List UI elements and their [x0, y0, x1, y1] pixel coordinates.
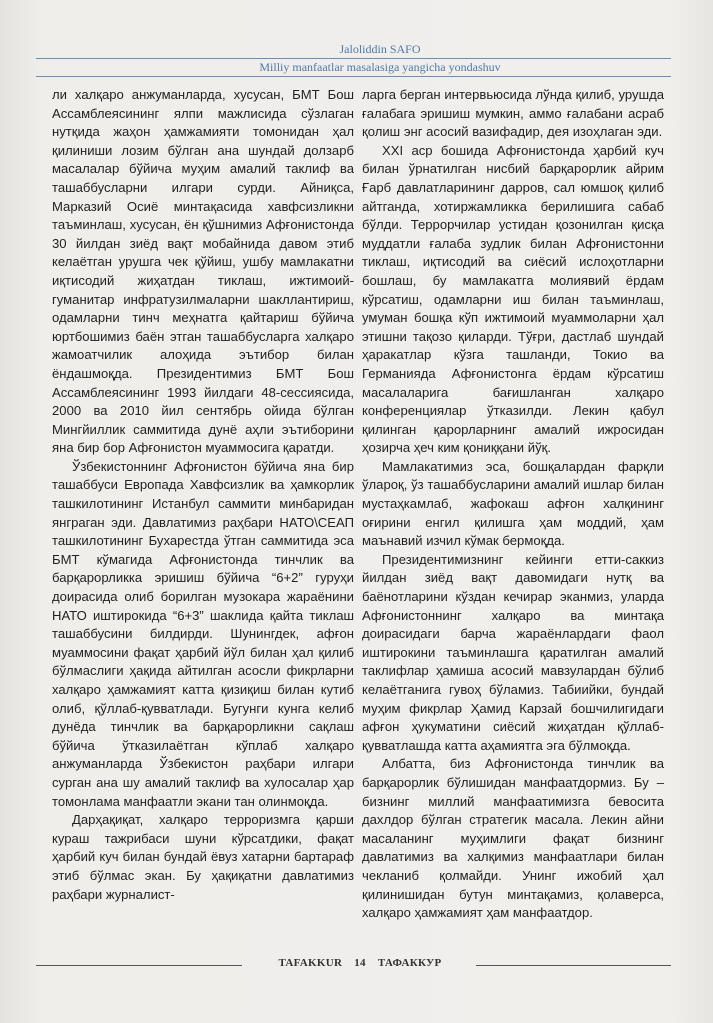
paragraph: Дарҳақиқат, халқаро терроризмга қарши кураш тажрибаси шуни кўрсатдики, фақат ҳарбий куч билан бундай ёвуз хатарни бартараф этиб бўлмас экан. Бу ҳақиқатни давлатимиз раҳбари журналист- [52, 812, 354, 902]
journal-name-latin: TAFAKKUR [278, 957, 343, 969]
paragraph: Ўзбекистоннинг Афғонистон бўйича яна бир ташаббуси Европада Хавфсизлик ва ҳамкорлик ташкилотининг Истанбул саммити минбаридан янграган эди. Давлатимиз раҳбари НАТО\СЕАП ташкилотининг Бухарестда ўтган саммитида эса БМТ кўмагида Афғонистонда тинчлик ва барқарорликка эришиш бўйича “6+2” гуруҳи доирасида олиб борилган музокара жараёнини НАТО иштирокида “6+3” шаклида қайта тиклаш ташаббусини билдирди. Шунингдек, афғон муаммосини фақат ҳарбий йўл билан ҳал қилиб бўлмаслиги ҳақида айтилган асосли фикрларни халқаро ҳамжамият катта қизиқиш билан кутиб олиб, қўллаб-қувватлади. Бугунги кунга келиб дунёда тинчлик ва барқарорликни сақлаш бўйича ўтказилаётган кўплаб халқаро анжуманларда Ўзбекистон раҳбари илгари сурган ана шу амалий таклиф ва хулосалар ҳар томонлама манфаатли экани тан олинмоқда. [52, 458, 354, 809]
left-text-column [52, 86, 354, 904]
header-rule-top [36, 58, 671, 59]
paragraph: Мамлакатимиз эса, бошқалардан фарқли ўлароқ, ўз ташаббусларини амалий ишлар билан мустаҳкамлаб, жафокаш афғон халқининг оғирини енгил қилишга ҳам моддий, ҳам маънавий изчил кўмак бермоқда. [362, 458, 664, 549]
header-rule-bottom [36, 76, 671, 77]
running-header-author: Jaloliddin SAFO [339, 42, 421, 56]
paragraph: XXI аср бошида Афғонистонда ҳарбий куч билан ўрнатилган нисбий барқарорлик айрим Ғарб давлатларининг дарров, сал юмшоқ қилиб айтганда, хотиржамликка берилишига сабаб бўлди. Террорчилар устидан қозонилган қисқа муддатли ғалаба зудлик билан Афғонистонни тиклаш, иқтисодий ва сиёсий ислоҳотларни бошлаш, бу мамлакатга молиявий ёрдам кўрсатиш, одамларни иш билан таъминлаш, умуман бошқа кўп ижтимоий муаммоларни ҳал этишни тақозо қиларди. Тўғри, дастлаб шундай ҳаракатлар кўзга ташланди, Токио ва Германияда Афғонистонга ёрдам кўрсатиш масалаларига бағишланган халқаро конференциялар ўтказилди. Лекин қабул қилинган қарорларнинг амалий ижросидан ҳозирча ҳеч ким қониққани йўқ. [362, 142, 664, 456]
page-number: 14 [354, 957, 366, 969]
journal-name-cyrillic: ТАФАККУР [377, 957, 442, 969]
page-footer [36, 957, 671, 973]
paragraph: ли халқаро анжуманларда, хусусан, БМТ Бош Ассамблеясининг ялпи мажлисида сўзлаган нутқида жаҳон ҳамжамияти томонидан ҳал қилиниши лозим бўлган ана шундай долзарб масалалар бўйича муҳим амалий таклиф ва ташаббусларни илгари сурди. Айниқса, Марказий Осиё минтақасида хавфсизликни таъминлаш, хусусан, ён қўшнимиз Афғонистонда 30 йилдан зиёд вақт мобайнида давом этиб келаётган урушга чек қўйиш, ушбу мамлакатни иқтисодий жиҳатдан тиклаш, ижтимоий-гуманитар инфратузилмаларни шакллантириш, одамларни тинч меҳнатга қайтариш бўйича юртбошимиз баён этган ташаббусларга халқаро жамоатчилик алоҳида эътибор билан ёндашмоқда. Президентимиз БМТ Бош Ассамблеясининг 1993 йилдаги 48-сессиясида, 2000 ва 2010 йил сентябрь ойида бўлган Мингйиллик саммитида дунё аҳли эътиборини яна бир бор Афғонистон муаммосига қаратди. [52, 87, 354, 456]
running-header-subtitle: Milliy manfaatlar masalasiga yangicha yondashuv [259, 60, 501, 74]
paragraph: ларга берган интервьюсида лўнда қилиб, урушда ғалабага эришиш мумкин, аммо ғалабани асраб қолиш энг асосий вазифадир, дея изоҳлаган эди. [362, 87, 664, 140]
footer-rule-left [36, 965, 242, 966]
paragraph: Албатта, биз Афғонистонда тинчлик ва барқарорлик бўлишидан манфаатдормиз. Бу – бизнинг миллий манфаатимизга бевосита дахлдор бўлган стратегик масала. Лекин айни масаланинг муҳимлиги фақат бизнинг давлатимиз ва халқимиз манфаатлари билан чекланиб қолмайди. Унинг ижобий ҳал қилинишидан бутун минтақамиз, қолаверса, халқаро ҳамжамият ҳам манфаатдор. [362, 756, 664, 921]
right-text-column [362, 86, 664, 923]
footer-rule-right [476, 965, 671, 966]
paragraph: Президентимизнинг кейинги етти-саккиз йилдан зиёд вақт давомидаги нутқ ва баёнотларини кўздан кечирар эканмиз, уларда Афғонистоннинг халқаро ва минтақа доирасидаги барча жараёнлардаги фаол иштирокини таъминлашга қаратилган амалий таклифлар ҳамиша асосий мавзулардан бўлиб келаётганига гувоҳ бўламиз. Табиийки, бундай муҳим фикрлар Ҳамид Карзай бошчилигидаги афғон ҳукуматини сиёсий жиҳатдан қўллаб-қувватлашда катта аҳамиятга эга бўлмоқда. [362, 551, 664, 753]
footer-label [250, 957, 470, 969]
